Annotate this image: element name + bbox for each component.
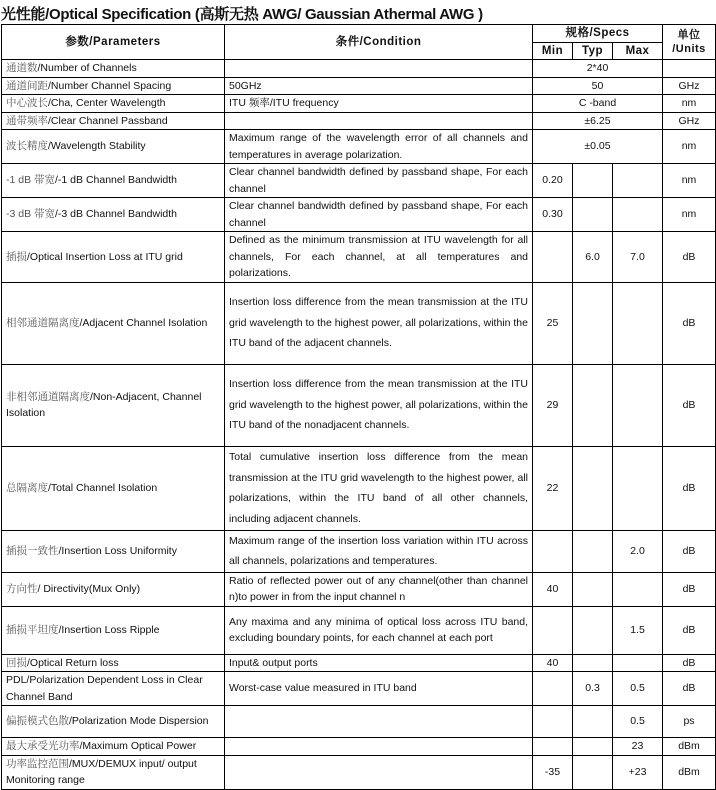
spec-max-cell [613, 364, 663, 446]
title-en: /Optical Specification (高斯无热 AWG/ Gaussian Athermal AWG ) [45, 6, 483, 23]
table-row [2, 164, 716, 198]
spec-typ-cell [573, 654, 613, 672]
spec-typ-cell [573, 282, 613, 364]
param-en: /Optical Insertion Loss at ITU grid [27, 250, 183, 263]
spec-typ-cell [573, 530, 613, 572]
table-row [2, 198, 716, 232]
param-cn: 插损平坦度 [6, 623, 59, 636]
spec-max-cell [613, 164, 663, 198]
unit-cell: GHz [663, 77, 716, 95]
param-cn: 功率监控范围 [6, 757, 69, 770]
param-cn: 总隔离度 [6, 481, 48, 494]
header-max: Max [613, 42, 663, 60]
optical-spec-table [1, 24, 716, 790]
condition-cell [225, 738, 533, 756]
param-cell [2, 672, 225, 706]
spec-max-cell: 23 [613, 738, 663, 756]
spec-min-cell: 0.30 [533, 198, 573, 232]
spec-min-cell: 40 [533, 572, 573, 606]
spec-value-cell: 2*40 [533, 60, 663, 78]
header-parameters: 参数/Parameters [2, 25, 225, 60]
header-condition: 条件/Condition [225, 25, 533, 60]
table-row [2, 672, 716, 706]
spec-max-cell: 2.0 [613, 530, 663, 572]
param-cell [2, 198, 225, 232]
condition-cell: Total cumulative insertion loss difference from the mean transmission at the ITU grid wavelength to the highest power, all polarizations, within the ITU band of all other channels, including adjacent channels. [225, 446, 533, 530]
param-en: /Adjacent Channel Isolation [79, 316, 208, 329]
table-row [2, 706, 716, 738]
spec-min-cell [533, 706, 573, 738]
spec-typ-cell [573, 738, 613, 756]
condition-cell: Worst-case value measured in ITU band [225, 672, 533, 706]
spec-max-cell [613, 572, 663, 606]
param-cell [2, 755, 225, 789]
param-en: /Polarization Mode Dispersion [69, 715, 209, 728]
param-en: /Number of Channels [37, 62, 137, 74]
spec-min-cell: 0.20 [533, 164, 573, 198]
param-en: /MUX/DEMUX input/ output Monitoring range [6, 757, 197, 786]
unit-cell: dB [663, 232, 716, 283]
condition-cell [225, 706, 533, 738]
table-row [2, 530, 716, 572]
condition-cell: Defined as the minimum transmission at ITU wavelength for all channels, For each channel, at all temperatures and polarizations. [225, 232, 533, 283]
condition-cell [225, 755, 533, 789]
spec-max-cell: 0.5 [613, 706, 663, 738]
unit-cell: dB [663, 606, 716, 654]
spec-typ-cell [573, 755, 613, 789]
param-cell [2, 164, 225, 198]
param-en: /Clear Channel Passband [48, 114, 168, 127]
condition-cell: Insertion loss difference from the mean transmission at the ITU grid wavelength to the highest power, all polarizations, within the ITU band of the nonadjacent channels. [225, 364, 533, 446]
table-row [2, 282, 716, 364]
param-en: /-3 dB Channel Bandwidth [55, 208, 178, 221]
spec-min-cell [533, 232, 573, 283]
condition-cell: Clear channel bandwidth defined by passband shape, For each channel [225, 198, 533, 232]
condition-cell [225, 112, 533, 130]
param-cn: 波长精度 [6, 140, 48, 153]
param-cn: 最大承受光功率 [6, 740, 80, 752]
param-cn: 回损 [6, 656, 27, 669]
unit-cell: nm [663, 95, 716, 113]
param-cn: 插损一致性 [6, 544, 59, 557]
param-cell [2, 95, 225, 113]
param-cell [2, 232, 225, 283]
table-row [2, 77, 716, 95]
spec-min-cell: 29 [533, 364, 573, 446]
param-cell [2, 706, 225, 738]
param-cn: 中心波长 [6, 97, 48, 109]
spec-typ-cell: 0.3 [573, 672, 613, 706]
param-cn: 偏振模式色散 [6, 715, 69, 728]
unit-cell: dB [663, 446, 716, 530]
table-row [2, 755, 716, 789]
title-cn: 光性能 [1, 6, 46, 23]
condition-cell: 50GHz [225, 77, 533, 95]
param-en: /-1 dB Channel Bandwidth [55, 174, 178, 187]
param-en: /Cha, Center Wavelength [48, 97, 166, 109]
param-cn: 方向性 [6, 582, 38, 595]
param-cn: 通带频率 [6, 114, 48, 127]
spec-max-cell [613, 282, 663, 364]
spec-min-cell [533, 606, 573, 654]
spec-min-cell: -35 [533, 755, 573, 789]
param-cn: 通道间距 [6, 79, 48, 92]
unit-cell [663, 60, 716, 78]
spec-value-cell: 50 [533, 77, 663, 95]
param-cell [2, 60, 225, 78]
param-cn: 插损 [6, 250, 27, 263]
condition-cell: Ratio of reflected power out of any channel(other than channel n)to power in from the input channel n [225, 572, 533, 606]
spec-typ-cell: 6.0 [573, 232, 613, 283]
table-row [2, 232, 716, 283]
param-cell [2, 530, 225, 572]
spec-value-cell: ±6.25 [533, 112, 663, 130]
param-cell [2, 364, 225, 446]
condition-cell: Clear channel bandwidth defined by passband shape, For each channel [225, 164, 533, 198]
table-row [2, 446, 716, 530]
spec-typ-cell [573, 446, 613, 530]
spec-typ-cell [573, 606, 613, 654]
param-cell [2, 77, 225, 95]
spec-typ-cell [573, 164, 613, 198]
table-row [2, 364, 716, 446]
spec-min-cell: 25 [533, 282, 573, 364]
spec-min-cell: 40 [533, 654, 573, 672]
spec-min-cell [533, 530, 573, 572]
spec-typ-cell [573, 706, 613, 738]
spec-typ-cell [573, 572, 613, 606]
table-row [2, 606, 716, 654]
param-en: /Insertion Loss Uniformity [58, 544, 177, 557]
param-cell [2, 572, 225, 606]
param-en: /Optical Return loss [27, 656, 119, 669]
unit-cell: dBm [663, 738, 716, 756]
param-en: /Maximum Optical Power [79, 740, 197, 752]
param-cell [2, 112, 225, 130]
header-specs: 规格/Specs [533, 25, 663, 43]
condition-cell: Maximum range of the insertion loss variation within ITU across all channels, polarizations and temperatures. [225, 530, 533, 572]
unit-cell: dB [663, 654, 716, 672]
param-en: /Insertion Loss Ripple [58, 623, 160, 636]
unit-cell: dB [663, 364, 716, 446]
unit-cell: ps [663, 706, 716, 738]
header-units: 单位 /Units [663, 25, 716, 60]
spec-max-cell [613, 654, 663, 672]
param-en: /Number Channel Spacing [48, 79, 172, 92]
unit-cell: dB [663, 672, 716, 706]
param-en: /Wavelength Stability [48, 140, 146, 153]
param-cell [2, 282, 225, 364]
table-row [2, 130, 716, 164]
condition-cell: Maximum range of the wavelength error of all channels and temperatures in average polarization. [225, 130, 533, 164]
table-body [2, 60, 716, 790]
param-cell [2, 606, 225, 654]
header-min: Min [533, 42, 573, 60]
header-typ: Typ [573, 42, 613, 60]
param-en: /Total Channel Isolation [48, 481, 158, 494]
table-row [2, 572, 716, 606]
condition-cell: Insertion loss difference from the mean transmission at the ITU grid wavelength to the highest power, all polarizations, within the ITU band of the adjacent channels. [225, 282, 533, 364]
spec-value-cell: ±0.05 [533, 130, 663, 164]
spec-max-cell [613, 198, 663, 232]
table-row [2, 60, 716, 78]
unit-cell: GHz [663, 112, 716, 130]
table-row [2, 654, 716, 672]
param-cell [2, 654, 225, 672]
param-cell [2, 446, 225, 530]
condition-cell: ITU 频率/ITU frequency [225, 95, 533, 113]
param-cn: 非相邻通道隔离度 [6, 390, 90, 403]
table-row [2, 738, 716, 756]
spec-max-cell: 1.5 [613, 606, 663, 654]
unit-cell: dB [663, 572, 716, 606]
param-en: / Directivity(Mux Only) [37, 582, 141, 595]
unit-cell: dB [663, 530, 716, 572]
table-row [2, 112, 716, 130]
spec-min-cell: 22 [533, 446, 573, 530]
param-cell [2, 130, 225, 164]
spec-max-cell: 7.0 [613, 232, 663, 283]
spec-max-cell: 0.5 [613, 672, 663, 706]
spec-value-cell: C -band [533, 95, 663, 113]
unit-cell: nm [663, 198, 716, 232]
param-cn: 相邻通道隔离度 [6, 316, 80, 329]
param-cell [2, 738, 225, 756]
spec-min-cell [533, 738, 573, 756]
param-en: PDL/Polarization Dependent Loss in Clear Channel Band [6, 674, 203, 703]
table-row [2, 95, 716, 113]
condition-cell [225, 60, 533, 78]
page-title [1, 3, 483, 24]
spec-typ-cell [573, 364, 613, 446]
unit-cell: dB [663, 282, 716, 364]
spec-typ-cell [573, 198, 613, 232]
condition-cell: Input& output ports [225, 654, 533, 672]
param-cn: -1 dB 带宽 [6, 174, 56, 187]
param-cn: -3 dB 带宽 [6, 208, 56, 221]
spec-max-cell [613, 446, 663, 530]
unit-cell: nm [663, 164, 716, 198]
spec-max-cell: +23 [613, 755, 663, 789]
condition-cell: Any maxima and any minima of optical loss across ITU band, excluding boundary points, for each channel at each port [225, 606, 533, 654]
unit-cell: nm [663, 130, 716, 164]
spec-min-cell [533, 672, 573, 706]
param-en: /Non-Adjacent, Channel Isolation [6, 390, 202, 419]
param-cn: 通道数 [6, 62, 38, 74]
unit-cell: dBm [663, 755, 716, 789]
